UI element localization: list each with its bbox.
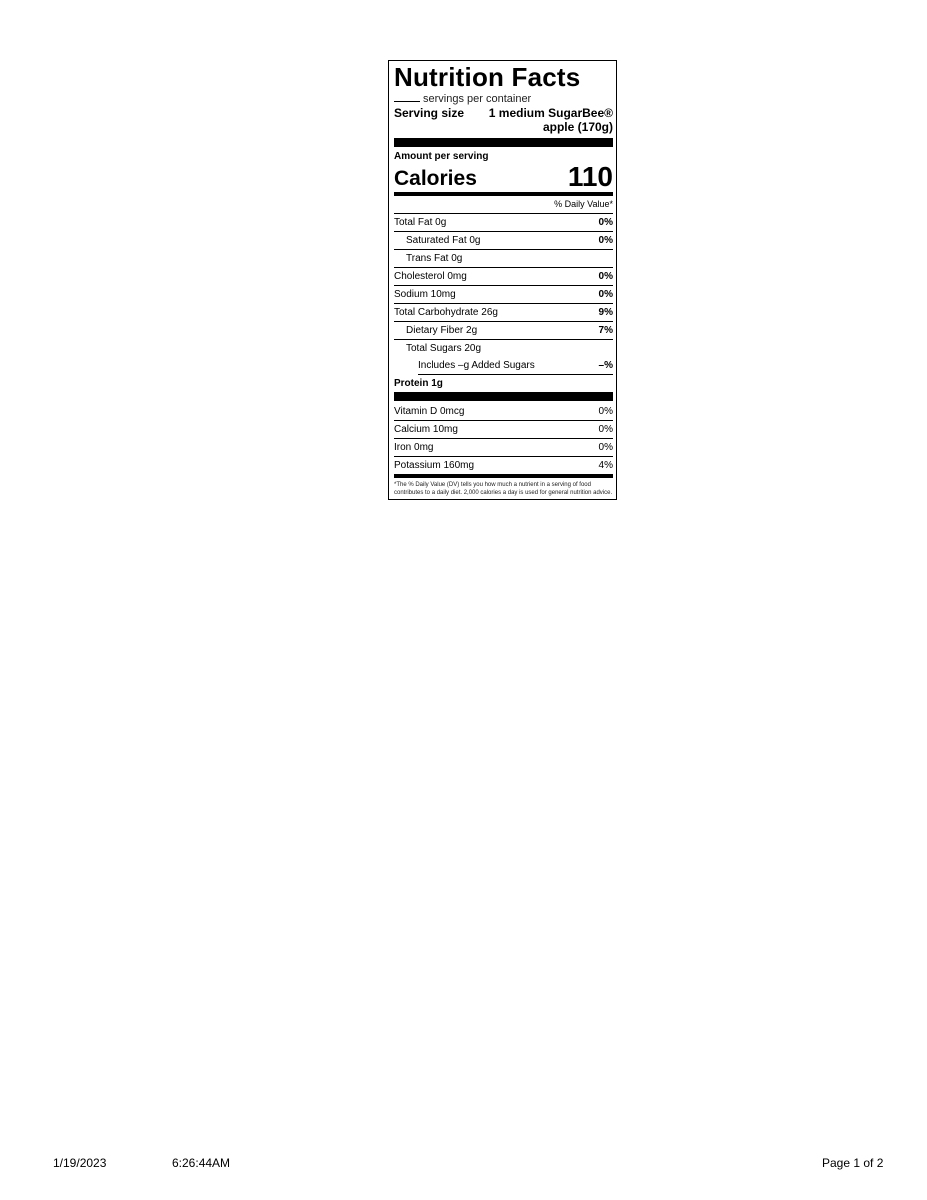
serving-size-label: Serving size bbox=[394, 106, 465, 120]
nutrient-pct: 9% bbox=[598, 307, 613, 318]
nutrient-pct: 0% bbox=[598, 271, 613, 282]
medium-divider bbox=[394, 192, 613, 196]
nutrient-pct: 7% bbox=[598, 325, 613, 336]
nutrient-name: Protein 1g bbox=[394, 378, 443, 389]
vitamin-row-calcium bbox=[394, 421, 613, 439]
vitamin-pct: 0% bbox=[598, 406, 613, 417]
vitamin-row-iron bbox=[394, 439, 613, 457]
medium-divider-footnote bbox=[394, 474, 613, 478]
servings-per-container-text: servings per container bbox=[423, 93, 532, 105]
vitamin-name: Vitamin D 0mcg bbox=[394, 406, 465, 417]
vitamin-name: Iron 0mg bbox=[394, 442, 434, 453]
nutrient-row-protein bbox=[394, 375, 613, 392]
vitamin-name: Potassium 160mg bbox=[394, 460, 475, 471]
nutrient-pct: 0% bbox=[598, 289, 613, 300]
nutrient-name: Saturated Fat 0g bbox=[406, 235, 481, 246]
serving-size-value: 1 medium SugarBee® apple (170g) bbox=[488, 106, 613, 134]
vitamin-pct: 4% bbox=[598, 460, 613, 471]
nutrient-pct: 0% bbox=[598, 217, 613, 228]
calories-row bbox=[394, 163, 613, 191]
nutrition-facts-label bbox=[388, 60, 617, 500]
daily-value-footnote: *The % Daily Value (DV) tells you how much a nutrient in a serving of food contributes to a daily diet. 2,000 calories a day is used for general nutrition advice. bbox=[394, 482, 613, 496]
serving-size-row bbox=[394, 106, 613, 134]
nutrient-row-sodium bbox=[394, 286, 613, 304]
calories-value: 110 bbox=[567, 161, 613, 192]
nutrient-name: Cholesterol 0mg bbox=[394, 271, 467, 282]
footer-date: 1/19/2023 bbox=[53, 1156, 107, 1170]
vitamin-name: Calcium 10mg bbox=[394, 424, 458, 435]
nutrient-row-total-fat bbox=[394, 214, 613, 232]
nutrient-row-total-sugars bbox=[394, 340, 613, 357]
vitamin-pct: 0% bbox=[598, 424, 613, 435]
daily-value-header: % Daily Value* bbox=[394, 198, 613, 214]
label-title: Nutrition Facts bbox=[394, 62, 581, 92]
servings-blank bbox=[394, 91, 420, 102]
nutrient-pct: 0% bbox=[598, 235, 613, 246]
nutrient-name: Total Sugars 20g bbox=[406, 343, 482, 354]
footer-page-number: Page 1 of 2 bbox=[822, 1156, 884, 1170]
nutrient-name: Trans Fat 0g bbox=[406, 253, 463, 264]
nutrient-name: Dietary Fiber 2g bbox=[406, 325, 478, 336]
vitamin-row-vitamin-d bbox=[394, 403, 613, 421]
thick-divider-vitamins bbox=[394, 392, 613, 401]
servings-per-container bbox=[394, 91, 613, 106]
nutrient-row-total-carbohydrate bbox=[394, 304, 613, 322]
nutrient-row-added-sugars bbox=[418, 357, 613, 375]
thick-divider bbox=[394, 138, 613, 147]
nutrient-row-trans-fat bbox=[394, 250, 613, 268]
nutrient-name: Total Fat 0g bbox=[394, 217, 447, 228]
nutrient-row-dietary-fiber bbox=[394, 322, 613, 340]
nutrient-pct: –% bbox=[598, 360, 613, 371]
amount-per-serving: Amount per serving bbox=[394, 151, 489, 162]
nutrient-row-cholesterol bbox=[394, 268, 613, 286]
footer-time: 6:26:44AM bbox=[172, 1156, 231, 1170]
nutrient-name: Total Carbohydrate 26g bbox=[394, 307, 498, 318]
nutrient-row-saturated-fat bbox=[394, 232, 613, 250]
vitamin-pct: 0% bbox=[598, 442, 613, 453]
calories-label: Calories bbox=[394, 167, 477, 190]
vitamin-row-potassium bbox=[394, 457, 613, 474]
nutrient-name: Includes –g Added Sugars bbox=[418, 360, 535, 371]
nutrient-name: Sodium 10mg bbox=[394, 289, 456, 300]
